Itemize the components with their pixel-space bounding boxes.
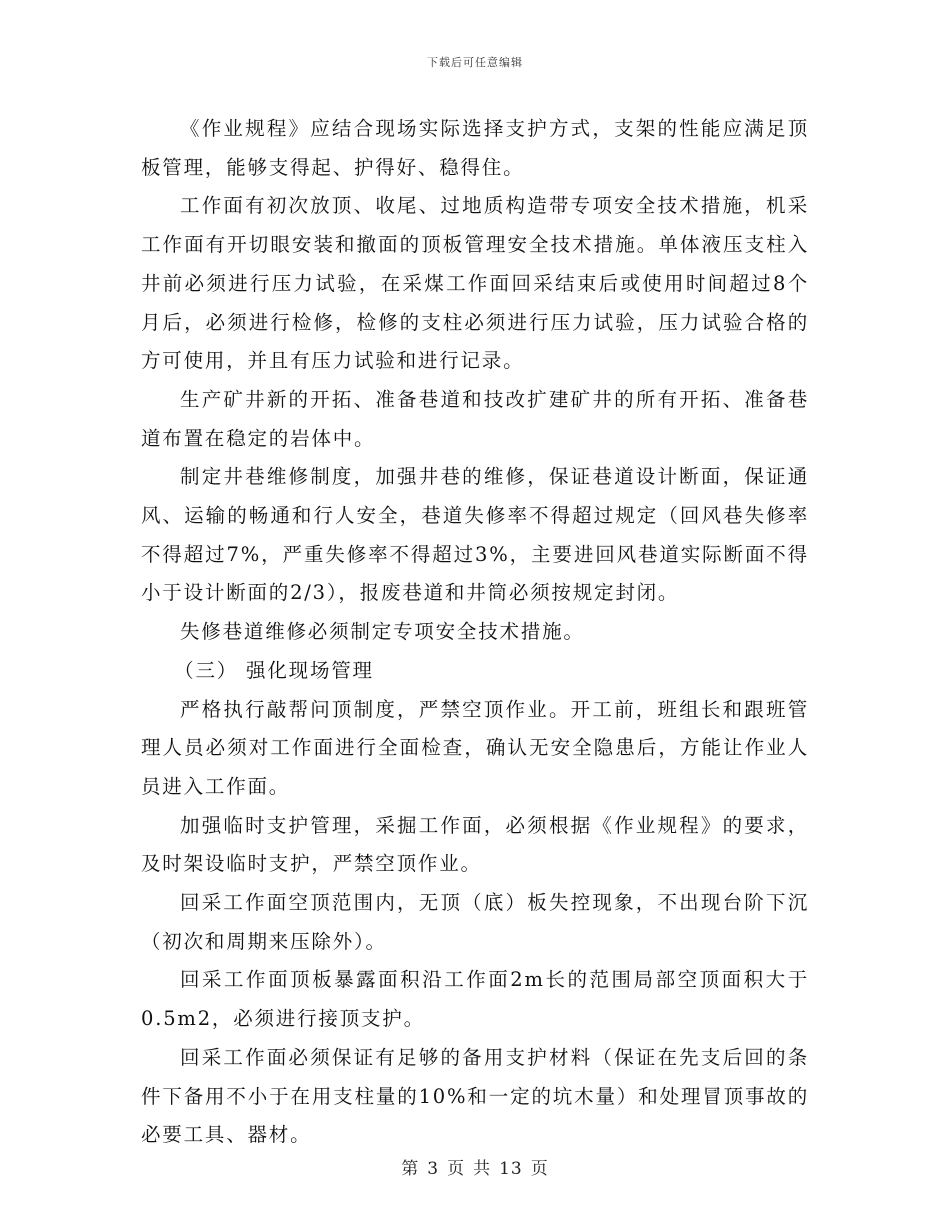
paragraph-roof-inspection: 严格执行敲帮问顶制度，严禁空顶作业。开工前，班组长和跟班管理人员必须对工作面进行全面检查，确认无安全隐患后，方能让作业人员进入工作面。 (141, 697, 809, 798)
paragraph-roadway-layout: 生产矿井新的开拓、准备巷道和技改扩建矿井的所有开拓、准备巷道布置在稳定的岩体中。 (141, 387, 809, 450)
page-footer (0, 1154, 950, 1179)
paragraph-repair-measures: 失修巷道维修必须制定专项安全技术措施。 (180, 620, 585, 644)
paragraph-spare-materials: 回采工作面必须保证有足够的备用支护材料（保证在先支后回的条件下备用不小于在用支柱量的10%和一定的坑木量）和处理冒顶事故的必要工具、器材。 (141, 1045, 809, 1147)
footer-total-word: 共 (473, 1159, 492, 1179)
document-body (141, 110, 809, 1155)
current-page-number: 3 (427, 1159, 440, 1179)
paragraph-maintenance-system: 制定井巷维修制度，加强井巷的维修，保证巷道设计断面，保证通风、运输的畅通和行人安全，巷道失修率不得超过规定（回风巷失修率不得超过7%，严重失修率不得超过3%，主要进回风巷道实际断面不得小于设计断面的2/3），报废巷道和井筒必须按规定封闭。 (141, 465, 809, 605)
paragraph-support-method: 《作业规程》应结合现场实际选择支护方式，支架的性能应满足顶板管理，能够支得起、护得好、稳得住。 (141, 117, 809, 179)
paragraph-roof-control: 回采工作面空顶范围内，无顶（底）板失控现象，不出现台阶下沉（初次和周期来压除外）。 (141, 891, 809, 953)
paragraph-exposed-area: 回采工作面顶板暴露面积沿工作面2m长的范围局部空顶面积大于0.5m2，必须进行接顶支护。 (141, 968, 809, 1031)
section-heading-site-management: （三） 强化现场管理 (174, 658, 374, 682)
footer-suffix: 页 (530, 1159, 549, 1179)
page-header: 下载后可任意编辑 (427, 56, 523, 69)
footer-page-word: 页 (447, 1159, 466, 1179)
paragraph-temporary-support: 加强临时支护管理，采掘工作面，必须根据《作业规程》的要求，及时架设临时支护，严禁空顶作业。 (141, 813, 809, 876)
total-page-number: 13 (499, 1159, 523, 1179)
footer-prefix: 第 (401, 1159, 420, 1179)
paragraph-roof-safety-measures: 工作面有初次放顶、收尾、过地质构造带专项安全技术措施，机采工作面有开切眼安装和撤面的顶板管理安全技术措施。单体液压支柱入井前必须进行压力试验，在采煤工作面回采结束后或使用时间超过8个月后，必须进行检修，检修的支柱必须进行压力试验，压力试验合格的方可使用，并且有压力试验和进行记录。 (141, 194, 809, 373)
